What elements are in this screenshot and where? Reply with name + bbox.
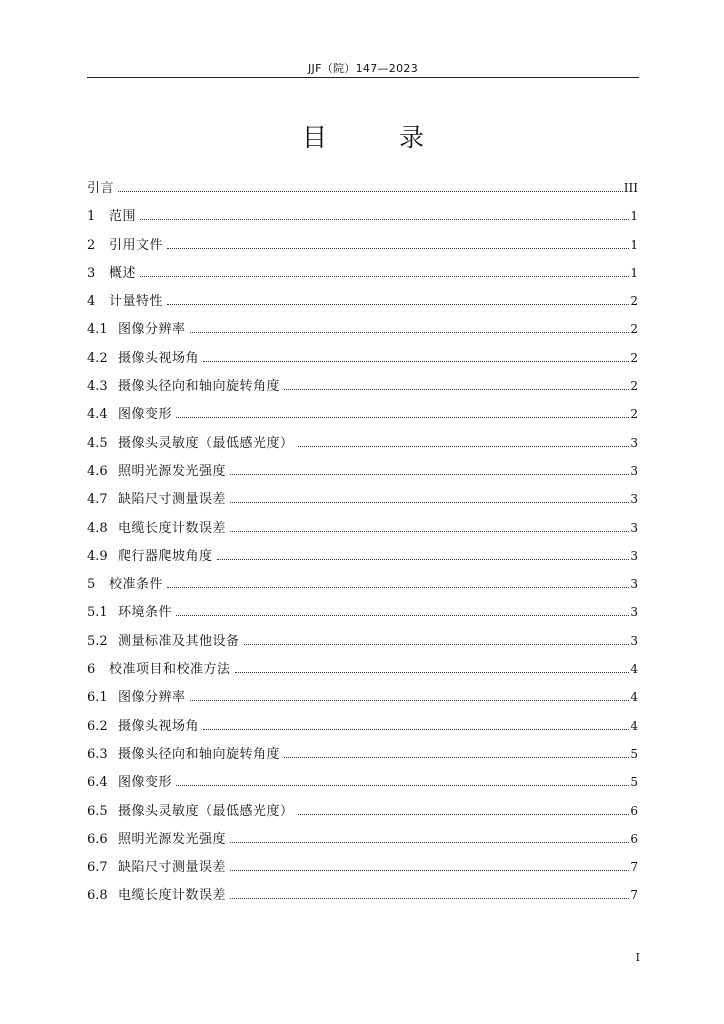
toc-entry-page: III xyxy=(623,181,638,195)
toc-entry[interactable] xyxy=(87,855,638,883)
toc-entry-label: 摄像头视场角 xyxy=(118,718,200,734)
toc-entry[interactable] xyxy=(87,572,638,600)
toc-dot-leader xyxy=(140,207,629,220)
toc-dot-leader xyxy=(235,660,630,673)
toc-entry[interactable] xyxy=(87,487,638,515)
toc-entry-page: 2 xyxy=(630,294,638,309)
toc-entry-page: 4 xyxy=(630,718,638,733)
toc-entry[interactable] xyxy=(87,600,638,628)
toc-entry[interactable] xyxy=(87,657,638,685)
header-rule xyxy=(87,77,639,78)
toc-dot-leader xyxy=(140,264,629,277)
toc-entry-label: 摄像头径向和轴向旋转角度 xyxy=(118,379,281,395)
toc-entry[interactable] xyxy=(87,289,638,317)
toc-entry-number: 6.6 xyxy=(87,831,108,847)
toc-entry-label: 校准项目和校准方法 xyxy=(109,662,231,678)
toc-entry-number: 6.4 xyxy=(87,775,108,791)
toc-entry-label: 摄像头灵敏度（最低感光度） xyxy=(118,803,294,819)
toc-dot-leader xyxy=(176,603,629,616)
toc-entry-page: 7 xyxy=(630,860,638,875)
toc-dot-leader xyxy=(176,773,629,786)
toc-entry[interactable] xyxy=(87,317,638,345)
toc-dot-leader xyxy=(167,575,629,588)
toc-entry-number: 6.2 xyxy=(87,718,108,734)
toc-entry[interactable] xyxy=(87,346,638,374)
toc-dot-leader xyxy=(230,519,629,532)
toc-entry[interactable] xyxy=(87,742,638,770)
toc-entry[interactable] xyxy=(87,431,638,459)
toc-entry-number: 1 xyxy=(87,209,96,225)
toc-entry[interactable] xyxy=(87,459,638,487)
toc-entry-label: 照明光源发光强度 xyxy=(118,831,227,847)
toc-entry-page: 1 xyxy=(630,265,638,280)
toc-entry[interactable] xyxy=(87,402,638,430)
toc-entry-page: 3 xyxy=(630,633,638,648)
toc-entry[interactable] xyxy=(87,204,638,232)
toc-entry-page: 2 xyxy=(630,407,638,422)
toc-entry-label: 摄像头灵敏度（最低感光度） xyxy=(118,435,294,451)
toc-entry-label: 图像变形 xyxy=(118,775,173,791)
toc-dot-leader xyxy=(284,377,629,390)
toc-entry-label: 摄像头视场角 xyxy=(118,350,200,366)
toc-entry-number: 3 xyxy=(87,265,96,281)
toc-entry-number: 4.9 xyxy=(87,548,108,564)
toc-entry[interactable] xyxy=(87,544,638,572)
toc-entry-label: 爬行器爬坡角度 xyxy=(118,548,213,564)
toc-entry-page: 2 xyxy=(630,379,638,394)
toc-entry-label: 缺陷尺寸测量误差 xyxy=(118,492,227,508)
toc-entry-number: 4.6 xyxy=(87,463,108,479)
toc-entry-label: 环境条件 xyxy=(118,605,173,621)
toc-entry-label: 引言 xyxy=(87,181,115,196)
toc-dot-leader xyxy=(230,858,629,871)
toc-dot-leader xyxy=(203,717,629,730)
toc-dot-leader xyxy=(298,434,630,447)
toc-entry-page: 1 xyxy=(630,209,638,224)
toc-entry-number: 5 xyxy=(87,577,96,593)
toc-entry-label: 概述 xyxy=(109,265,137,281)
toc-entry-number: 6.5 xyxy=(87,803,108,819)
toc-dot-leader xyxy=(167,292,629,305)
toc-dot-leader xyxy=(167,236,629,249)
toc-entry-number: 4.5 xyxy=(87,435,108,451)
toc-entry-page: 4 xyxy=(630,662,638,677)
toc-entry-number: 4 xyxy=(87,294,96,310)
toc-dot-leader xyxy=(230,886,629,899)
toc-entry-number: 4.4 xyxy=(87,407,108,423)
toc-entry-label: 测量标准及其他设备 xyxy=(118,633,240,649)
toc-entry[interactable] xyxy=(87,233,638,261)
toc-entry-number: 4.7 xyxy=(87,492,108,508)
toc-entry-page: 3 xyxy=(630,577,638,592)
toc-dot-leader xyxy=(230,830,629,843)
toc-entry-page: 7 xyxy=(630,888,638,903)
toc-entry-label: 范围 xyxy=(109,209,137,225)
toc-entry-number: 2 xyxy=(87,237,96,253)
toc-entry-label: 摄像头径向和轴向旋转角度 xyxy=(118,746,281,762)
toc-entry-number: 4.8 xyxy=(87,520,108,536)
toc-dot-leader xyxy=(190,688,630,701)
toc-entry-label: 电缆长度计数误差 xyxy=(118,520,227,536)
toc-entry-page: 3 xyxy=(630,520,638,535)
toc-entry-page: 5 xyxy=(630,775,638,790)
toc-entry-label: 电缆长度计数误差 xyxy=(118,888,227,904)
table-of-contents xyxy=(87,176,638,912)
toc-dot-leader xyxy=(284,745,629,758)
toc-entry-label: 照明光源发光强度 xyxy=(118,463,227,479)
toc-entry-label: 图像分辨率 xyxy=(118,322,186,338)
toc-entry-page: 6 xyxy=(630,831,638,846)
toc-entry-number: 4.2 xyxy=(87,350,108,366)
toc-dot-leader xyxy=(244,632,630,645)
toc-entry-number: 4.1 xyxy=(87,322,108,338)
toc-entry-page: 3 xyxy=(630,605,638,620)
toc-entry[interactable] xyxy=(87,770,638,798)
toc-dot-leader xyxy=(118,179,623,192)
toc-entry-label: 缺陷尺寸测量误差 xyxy=(118,860,227,876)
toc-entry[interactable] xyxy=(87,799,638,827)
toc-entry-page: 4 xyxy=(630,690,638,705)
toc-entry-number: 4.3 xyxy=(87,379,108,395)
toc-entry[interactable] xyxy=(87,714,638,742)
toc-entry-page: 3 xyxy=(630,435,638,450)
toc-entry-number: 5.1 xyxy=(87,605,108,621)
toc-entry-number: 6.8 xyxy=(87,888,108,904)
toc-entry-page: 6 xyxy=(630,803,638,818)
toc-entry-page: 5 xyxy=(630,746,638,761)
toc-dot-leader xyxy=(298,802,630,815)
toc-entry-label: 校准条件 xyxy=(109,577,164,593)
page-title: 目 录 xyxy=(302,123,456,152)
toc-entry-label: 引用文件 xyxy=(109,237,164,253)
toc-entry-page: 2 xyxy=(630,350,638,365)
toc-entry-page: 1 xyxy=(630,237,638,252)
toc-entry-number: 6.3 xyxy=(87,746,108,762)
toc-entry-number: 6.1 xyxy=(87,690,108,706)
toc-entry[interactable] xyxy=(87,883,638,911)
toc-entry[interactable] xyxy=(87,516,638,544)
toc-dot-leader xyxy=(217,547,630,560)
toc-entry-number: 5.2 xyxy=(87,633,108,649)
toc-entry[interactable] xyxy=(87,374,638,402)
toc-entry-label: 图像分辨率 xyxy=(118,690,186,706)
toc-entry[interactable] xyxy=(87,685,638,713)
toc-entry-page: 3 xyxy=(630,463,638,478)
toc-dot-leader xyxy=(190,320,630,333)
toc-dot-leader xyxy=(203,349,629,362)
toc-entry-label: 图像变形 xyxy=(118,407,173,423)
toc-entry[interactable] xyxy=(87,629,638,657)
toc-entry-label: 计量特性 xyxy=(109,294,164,310)
toc-entry[interactable] xyxy=(87,261,638,289)
toc-entry-number: 6 xyxy=(87,662,96,678)
toc-dot-leader xyxy=(230,462,629,475)
toc-entry[interactable] xyxy=(87,176,638,204)
toc-entry-number: 6.7 xyxy=(87,860,108,876)
toc-entry[interactable] xyxy=(87,827,638,855)
document-header: JJF（院）147—2023 xyxy=(307,62,418,75)
page-number: I xyxy=(635,951,640,964)
toc-entry-page: 3 xyxy=(630,492,638,507)
toc-dot-leader xyxy=(176,405,629,418)
toc-entry-page: 3 xyxy=(630,548,638,563)
toc-entry-page: 2 xyxy=(630,322,638,337)
toc-dot-leader xyxy=(230,490,629,503)
